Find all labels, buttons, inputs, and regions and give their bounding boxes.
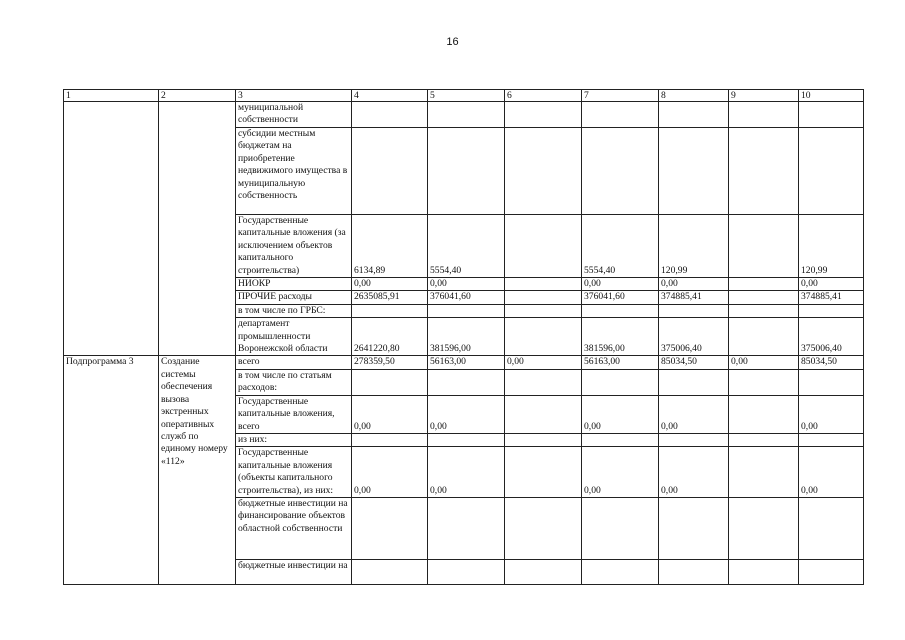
value-cell: [659, 433, 729, 446]
value-cell: [428, 369, 505, 395]
column-header: 4: [352, 90, 428, 102]
value-cell: [659, 497, 729, 559]
value-cell: 56163,00: [428, 356, 505, 369]
value-cell: [428, 559, 505, 584]
value-cell: [729, 395, 799, 433]
value-cell: 0,00: [799, 278, 864, 291]
expense-item-label: из них:: [236, 433, 352, 446]
value-cell: 375006,40: [799, 318, 864, 356]
value-cell: [659, 369, 729, 395]
value-cell: 376041,60: [428, 291, 505, 304]
value-cell: 0,00: [505, 356, 582, 369]
value-cell: 381596,00: [582, 318, 659, 356]
value-cell: [659, 559, 729, 584]
expense-item-label: всего: [236, 356, 352, 369]
value-cell: [505, 318, 582, 356]
value-cell: 376041,60: [582, 291, 659, 304]
value-cell: [352, 102, 428, 128]
value-cell: [799, 304, 864, 317]
value-cell: [729, 318, 799, 356]
value-cell: [352, 433, 428, 446]
value-cell: [582, 559, 659, 584]
value-cell: [505, 369, 582, 395]
value-cell: 5554,40: [428, 215, 505, 278]
value-cell: 0,00: [352, 278, 428, 291]
value-cell: 6134,89: [352, 215, 428, 278]
value-cell: [582, 433, 659, 446]
value-cell: [428, 304, 505, 317]
value-cell: 0,00: [582, 395, 659, 433]
value-cell: 85034,50: [659, 356, 729, 369]
column-header: 5: [428, 90, 505, 102]
value-cell: [582, 128, 659, 215]
value-cell: [659, 304, 729, 317]
value-cell: [352, 559, 428, 584]
value-cell: [659, 128, 729, 215]
column-header: 9: [729, 90, 799, 102]
value-cell: [352, 304, 428, 317]
value-cell: [729, 497, 799, 559]
value-cell: 0,00: [659, 278, 729, 291]
expense-item-label: Государственные капитальные вложения (объекты капитального строительства), из них:: [236, 447, 352, 498]
expense-item-label: в том числе по статьям расходов:: [236, 369, 352, 395]
table-header-row: [64, 90, 864, 102]
value-cell: 0,00: [428, 278, 505, 291]
value-cell: 278359,50: [352, 356, 428, 369]
value-cell: [729, 447, 799, 498]
expense-item-label: бюджетные инвестиции на финансирование объектов областной собственности: [236, 497, 352, 559]
expense-item-label: муниципальной собственности: [236, 102, 352, 128]
value-cell: 0,00: [352, 447, 428, 498]
value-cell: 2641220,80: [352, 318, 428, 356]
value-cell: [729, 433, 799, 446]
value-cell: 0,00: [428, 447, 505, 498]
value-cell: 374885,41: [659, 291, 729, 304]
value-cell: 5554,40: [582, 215, 659, 278]
value-cell: 120,99: [799, 215, 864, 278]
value-cell: [505, 447, 582, 498]
column-header: 2: [159, 90, 236, 102]
expense-item-label: ПРОЧИЕ расходы: [236, 291, 352, 304]
value-cell: [582, 102, 659, 128]
value-cell: 0,00: [659, 395, 729, 433]
subprogram-title-cell-empty: [159, 102, 236, 356]
expense-item-label: в том числе по ГРБС:: [236, 304, 352, 317]
column-header: 1: [64, 90, 159, 102]
value-cell: [799, 497, 864, 559]
value-cell: 0,00: [799, 447, 864, 498]
value-cell: [729, 304, 799, 317]
value-cell: [428, 128, 505, 215]
value-cell: 120,99: [659, 215, 729, 278]
expense-item-label: Государственные капитальные вложения (за исключением объектов капитального строительства): [236, 215, 352, 278]
value-cell: [352, 369, 428, 395]
expense-item-label: субсидии местным бюджетам на приобретение недвижимого имущества в муниципальную собственность: [236, 128, 352, 215]
value-cell: [505, 215, 582, 278]
value-cell: [799, 369, 864, 395]
value-cell: [582, 497, 659, 559]
expense-item-label: бюджетные инвестиции на: [236, 559, 352, 584]
value-cell: [729, 369, 799, 395]
column-header: 3: [236, 90, 352, 102]
column-header: 10: [799, 90, 864, 102]
value-cell: [729, 559, 799, 584]
value-cell: [659, 102, 729, 128]
value-cell: 85034,50: [799, 356, 864, 369]
value-cell: [505, 304, 582, 317]
table-row: [64, 356, 864, 369]
value-cell: 0,00: [659, 447, 729, 498]
value-cell: [799, 102, 864, 128]
expense-item-label: НИОКР: [236, 278, 352, 291]
value-cell: 0,00: [428, 395, 505, 433]
value-cell: [505, 395, 582, 433]
value-cell: [729, 128, 799, 215]
value-cell: [582, 304, 659, 317]
expense-item-label: Государственные капитальные вложения, всего: [236, 395, 352, 433]
value-cell: [505, 102, 582, 128]
value-cell: [505, 433, 582, 446]
value-cell: [729, 215, 799, 278]
value-cell: 381596,00: [428, 318, 505, 356]
value-cell: [799, 128, 864, 215]
value-cell: [729, 102, 799, 128]
value-cell: 0,00: [799, 395, 864, 433]
value-cell: 0,00: [582, 278, 659, 291]
value-cell: [729, 291, 799, 304]
subprogram-label: Подпрограмма 3: [64, 356, 159, 584]
value-cell: [799, 433, 864, 446]
page-number: 16: [446, 36, 459, 48]
value-cell: [505, 128, 582, 215]
value-cell: 0,00: [582, 447, 659, 498]
value-cell: [352, 128, 428, 215]
value-cell: [505, 559, 582, 584]
value-cell: [729, 278, 799, 291]
value-cell: [505, 278, 582, 291]
value-cell: [428, 497, 505, 559]
column-header: 8: [659, 90, 729, 102]
budget-table: [63, 89, 864, 585]
value-cell: 0,00: [729, 356, 799, 369]
value-cell: [799, 559, 864, 584]
value-cell: 375006,40: [659, 318, 729, 356]
value-cell: 0,00: [352, 395, 428, 433]
subprogram-title: Создание системы обеспечения вызова экстренных оперативных служб по единому номеру «112»: [159, 356, 236, 584]
subprogram-cell-empty: [64, 102, 159, 356]
value-cell: [505, 291, 582, 304]
column-header: 7: [582, 90, 659, 102]
column-header: 6: [505, 90, 582, 102]
value-cell: 56163,00: [582, 356, 659, 369]
value-cell: [352, 497, 428, 559]
value-cell: [582, 369, 659, 395]
value-cell: [505, 497, 582, 559]
value-cell: [428, 102, 505, 128]
value-cell: 374885,41: [799, 291, 864, 304]
value-cell: 2635085,91: [352, 291, 428, 304]
value-cell: [428, 433, 505, 446]
expense-item-label: департамент промышленности Воронежской области: [236, 318, 352, 356]
table-row: [64, 102, 864, 128]
